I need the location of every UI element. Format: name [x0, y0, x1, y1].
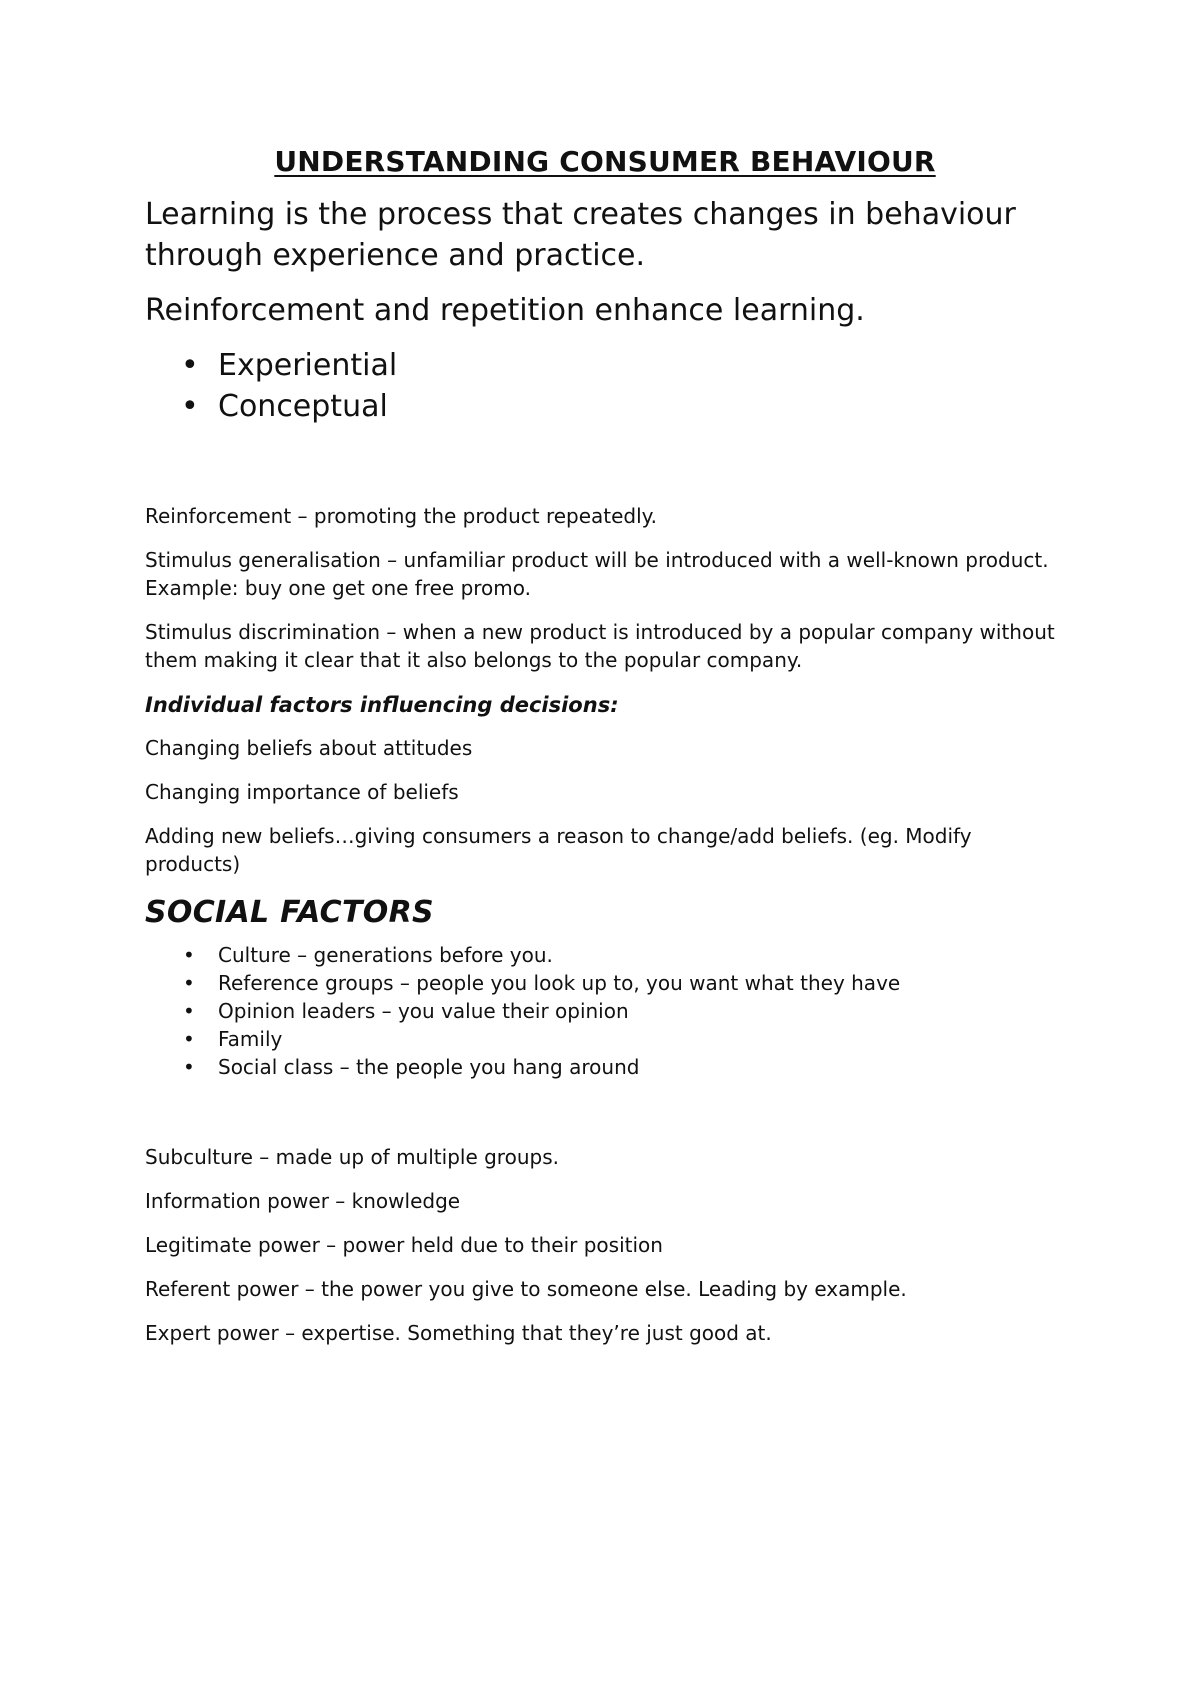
reinforcement-statement: Reinforcement and repetition enhance learning.	[145, 293, 865, 328]
list-item: • Culture – generations before you.	[145, 941, 1065, 969]
power-definition: Subculture – made up of multiple groups.	[145, 1145, 559, 1169]
social-factors-heading: SOCIAL FACTORS	[145, 895, 434, 930]
power-definition: Legitimate power – power held due to their position	[145, 1233, 663, 1257]
intro-text: Learning is the process that creates changes in behaviour through experience and practice.	[145, 197, 1016, 273]
individual-factor: Adding new beliefs…giving consumers a reason to change/add beliefs. (eg. Modify products)	[145, 824, 972, 876]
definition-reinforcement: Reinforcement – promoting the product repeatedly.	[145, 504, 658, 528]
list-item: • Family	[145, 1025, 1065, 1053]
individual-factors-heading: Individual factors influencing decisions:	[145, 693, 619, 717]
page-title: UNDERSTANDING CONSUMER BEHAVIOUR	[274, 145, 936, 178]
document-content	[145, 145, 1065, 1363]
list-item: • Opinion leaders – you value their opinion	[145, 997, 1065, 1025]
power-definition: Information power – knowledge	[145, 1189, 461, 1213]
list-item: • Social class – the people you hang around	[145, 1053, 1065, 1081]
individual-factor: Changing beliefs about attitudes	[145, 736, 473, 760]
individual-factor: Changing importance of beliefs	[145, 780, 459, 804]
learning-types-list	[145, 345, 1065, 427]
power-definition: Expert power – expertise. Something that they’re just good at.	[145, 1321, 772, 1345]
list-item: • Experiential	[145, 345, 1065, 386]
list-item: • Conceptual	[145, 386, 1065, 427]
power-definition: Referent power – the power you give to someone else. Leading by example.	[145, 1277, 907, 1301]
list-item: • Reference groups – people you look up to, you want what they have	[145, 969, 1065, 997]
definition-stimulus-discrimination: Stimulus discrimination – when a new product is introduced by a popular company without them making it clear that it also belongs to the popular company.	[145, 620, 1055, 672]
social-factors-list	[145, 941, 1065, 1081]
definition-stimulus-generalisation: Stimulus generalisation – unfamiliar product will be introduced with a well-known product. Example: buy one get one free promo.	[145, 548, 1049, 600]
